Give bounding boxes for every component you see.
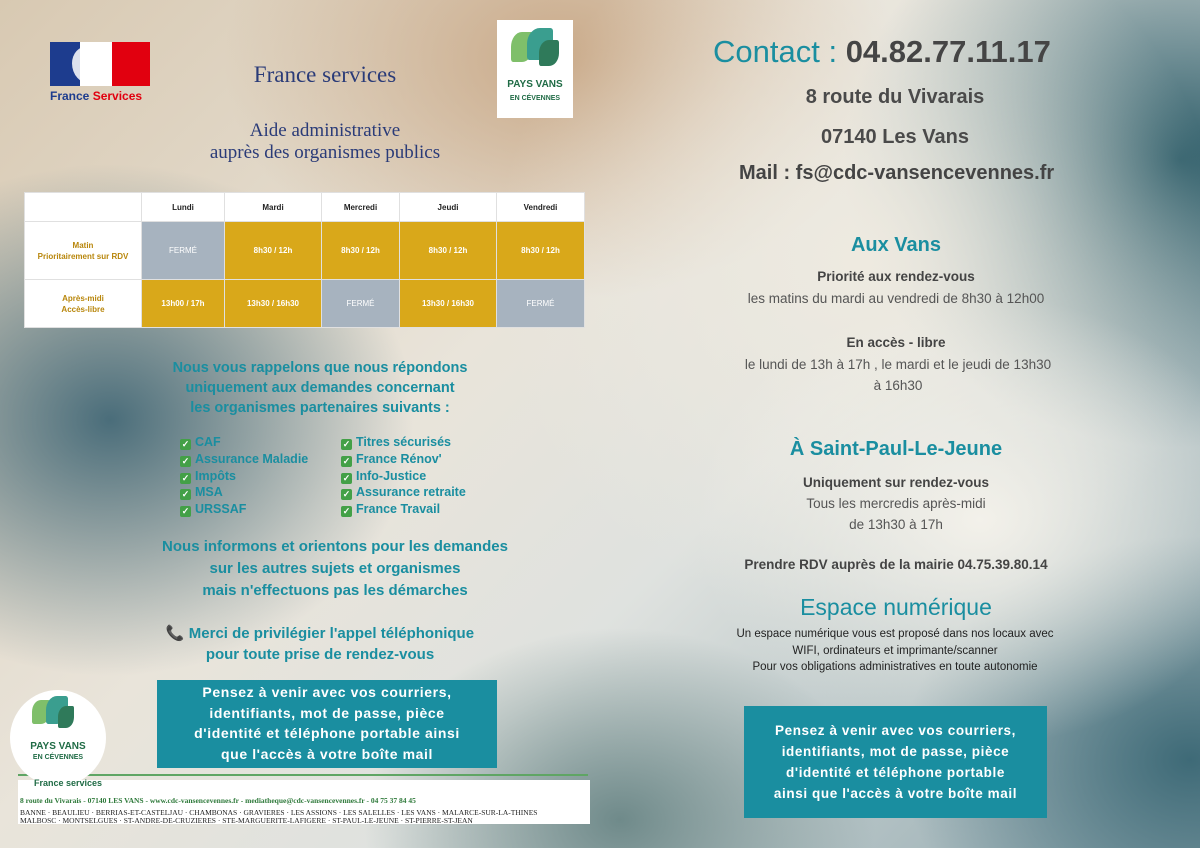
card-communes: MALBOSC · MONTSELGUES · ST-ANDRE-DE-CRUZIERES · STE-MARGUERITE-LAFIGERE · ST-PAUL-LE-JEUNE · ST-PIERRE-ST-JEAN (20, 816, 473, 825)
slot-cell: 8h30 / 12h (497, 222, 585, 280)
table-corner (25, 193, 142, 222)
saint-paul-rdv: Prendre RDV auprès de la mairie 04.75.39.80.14 (744, 557, 1048, 572)
list-item: ✓ Assurance Maladie (181, 451, 309, 466)
logo-label-france: France (50, 89, 90, 103)
slot-cell: 13h30 / 16h30 (400, 280, 497, 328)
pays-des-vans-logo (497, 20, 573, 118)
card-communes: BANNE · BEAULIEU · BERRIAS-ET-CASTELJAU · CHAMBONAS · GRAVIERES · LES ASSIONS · LES SALELLES · LES VANS · MALARCE-SUR-LA-THINES (20, 808, 538, 817)
list-item: ✓ URSSAF (181, 502, 247, 517)
checkmark-icon: ✓ (342, 489, 351, 500)
logo-vans: VANS (58, 741, 86, 752)
reminder-box-right: Pensez à venir avec vos courriers, identifiants, mot de passe, pièce d'identité et téléphone portable ainsi que l'accès à votre boîte mail (744, 706, 1047, 818)
list-item: ✓ Titres sécurisés (342, 435, 451, 449)
slot-cell: FERMÉ (322, 280, 400, 328)
slot-cell: 13h30 / 16h30 (225, 280, 322, 328)
logo-en-cevennes: EN CÉVENNES (32, 754, 84, 761)
list-item: ✓ France Travail (342, 502, 441, 517)
phone-note: 📞 Merci de privilégier l'appel téléphonique pour toute prise de rendez-vous (165, 625, 475, 663)
espace-numerique-text: Un espace numérique vous est proposé dans nos locaux avec WIFI, ordinateurs et imprimante/scanner Pour vos obligations administratives en toute autonomie (736, 628, 1054, 673)
list-item: ✓ France Rénov' (342, 451, 442, 466)
france-services-logo (50, 42, 150, 102)
page-title: France services (253, 62, 397, 87)
checkmark-icon: ✓ (181, 455, 190, 466)
priority-title: Priorité aux rendez-vous (817, 269, 975, 284)
checkmark-icon: ✓ (342, 506, 351, 517)
slot-cell: 8h30 / 12h (225, 222, 322, 280)
slot-cell: FERMÉ (142, 222, 225, 280)
opening-hours-table (24, 192, 585, 328)
day-header: Mercredi (322, 193, 400, 222)
logo-pays: PAYS (507, 79, 533, 90)
logo-en-cevennes: EN CÉVENNES (509, 95, 561, 102)
saint-paul-text: Tous les mercredis après-midi de 13h30 à 17h (806, 496, 986, 532)
contact-mail[interactable]: Mail : fs@cdc-vansencevennes.fr (739, 162, 1055, 184)
reminder-box-left: Pensez à venir avec vos courriers, identifiants, mot de passe, pièce d'identité et téléphone portable ainsi que l'accès à votre boîte mail (157, 680, 497, 768)
leaf-icon (539, 40, 559, 66)
card-logo (10, 690, 106, 786)
list-item: ✓ Assurance retraite (342, 485, 466, 500)
contact-street: 8 route du Vivarais (805, 86, 985, 108)
day-header: Jeudi (400, 193, 497, 222)
reminder-text: Nous vous rappelons que nous répondons uniquement aux demandes concernant les organismes partenaires suivants : (172, 360, 468, 416)
checkmark-icon: ✓ (181, 506, 190, 517)
section-title-saint-paul: À Saint-Paul-Le-Jeune (789, 438, 1003, 460)
day-header: Mardi (225, 193, 322, 222)
checkmark-icon: ✓ (181, 439, 190, 449)
saint-paul-sub: Uniquement sur rendez-vous (802, 475, 990, 490)
card-address: 8 route du Vivarais - 07140 LES VANS - www.cdc-vansencevennes.fr - mediatheque@cdc-vansencevennes.fr - 04 75 37 84 45 (20, 796, 416, 805)
page-subtitle: Aide administrative auprès des organismes publics (209, 120, 441, 163)
section-title-aux-vans: Aux Vans (850, 234, 942, 256)
checkmark-icon: ✓ (342, 472, 351, 483)
checkmark-icon: ✓ (181, 489, 190, 500)
checkmark-icon: ✓ (342, 439, 351, 449)
logo-label-services: Services (92, 89, 143, 103)
card-tag: France services (34, 778, 103, 788)
contact-phone: Contact : 04.82.77.11.17 (713, 34, 1051, 69)
info-text: Nous informons et orientons pour les demandes sur les autres sujets et organismes mais n'effectuons pas les démarches (162, 538, 508, 599)
row-label: Matin Prioritairement sur RDV (25, 222, 142, 280)
slot-cell: FERMÉ (497, 280, 585, 328)
partners-list-left (180, 434, 308, 518)
slot-cell: 8h30 / 12h (400, 222, 497, 280)
checkmark-icon: ✓ (342, 455, 351, 466)
logo-vans: VANS (535, 79, 563, 90)
section-title-espace-numerique: Espace numérique (800, 594, 992, 620)
checkmark-icon: ✓ (181, 472, 190, 483)
logo-pays: PAYS (30, 741, 56, 752)
phone-icon: 📞 (165, 625, 189, 642)
table-row-afternoon (25, 280, 585, 328)
free-access-text: le lundi de 13h à 17h , le mardi et le jeudi de 13h30 à 16h30 (744, 357, 1052, 393)
free-access-title: En accès - libre (846, 335, 946, 350)
list-item: ✓ CAF (181, 435, 221, 449)
slot-cell: 13h00 / 17h (142, 280, 225, 328)
day-header: Lundi (142, 193, 225, 222)
day-header: Vendredi (497, 193, 585, 222)
list-item: ✓ Impôts (181, 468, 236, 483)
partners-list-right (341, 434, 466, 518)
list-item: ✓ MSA (181, 485, 223, 500)
row-label: Après-midi Accès-libre (25, 280, 142, 328)
divider (18, 774, 588, 776)
contact-city: 07140 Les Vans (821, 126, 969, 148)
table-row-morning (25, 222, 585, 280)
marianne-icon (72, 46, 106, 84)
slot-cell: 8h30 / 12h (322, 222, 400, 280)
priority-text: les matins du mardi au vendredi de 8h30 à 12h00 (747, 291, 1045, 306)
leaf-icon (58, 706, 74, 728)
list-item: ✓ Info-Justice (342, 468, 427, 483)
